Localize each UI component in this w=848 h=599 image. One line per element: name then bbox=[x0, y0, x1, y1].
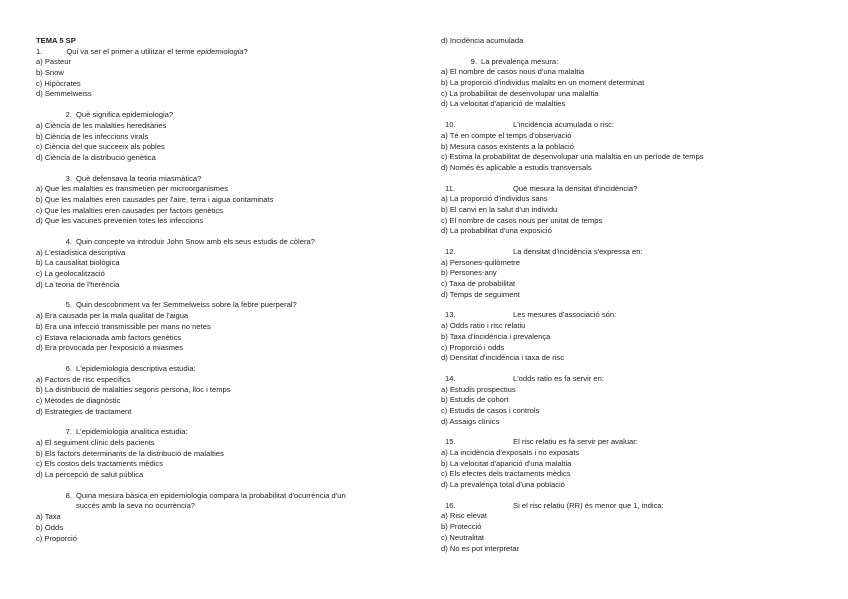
option: b) El canvi en la salut d'un individu bbox=[441, 204, 558, 214]
option: d) Semmelweiss bbox=[36, 89, 92, 99]
option: a) Persones-quilòmetre bbox=[441, 257, 520, 267]
option: c) Hipòcrates bbox=[36, 78, 81, 88]
option: d) La percepció de salut pública bbox=[36, 470, 144, 480]
option: a) Odds ratio i risc relatiu bbox=[441, 321, 526, 331]
option: b) Els factors determinants de la distribució de malalties bbox=[36, 448, 224, 458]
option: d) La probabilitat d'una exposició bbox=[441, 226, 552, 236]
option: b) Ciència de les infeccions virals bbox=[36, 131, 149, 141]
question-number: 6. bbox=[65, 363, 72, 373]
option: d) Només és aplicable a estudis transversals bbox=[441, 162, 592, 172]
question-text: L'epidemiologia descriptiva estudia: bbox=[76, 363, 196, 373]
question-11 bbox=[441, 184, 841, 195]
question-number: 7. bbox=[65, 427, 72, 437]
option: a) Estudis prospectius bbox=[441, 384, 516, 394]
option: d) La velocitat d'aparició de malalties bbox=[441, 99, 566, 109]
option: b) Mesura casos existents a la població bbox=[441, 141, 574, 151]
option: a) Taxa bbox=[36, 512, 61, 522]
option: c) Que les malalties eren causades per factors genètics bbox=[36, 205, 223, 215]
question-9 bbox=[441, 57, 841, 68]
question-number: 1. bbox=[36, 46, 43, 56]
option: d) Que les vacunes prevenien totes les infeccions bbox=[36, 216, 204, 226]
question-8-continuation bbox=[36, 501, 436, 512]
question-text: L'incidència acumulada o risc: bbox=[513, 120, 615, 130]
option: d) Temps de seguiment bbox=[441, 289, 520, 299]
question-text: El risc relatiu es fa servir per avaluar: bbox=[513, 437, 638, 447]
question-text: succés amb la seva no ocurrència? bbox=[76, 501, 196, 511]
question-1 bbox=[36, 47, 436, 58]
option: c) La geolocalització bbox=[36, 269, 105, 279]
question-10 bbox=[441, 120, 841, 131]
question-text: L'odds ratio es fa servir en: bbox=[513, 373, 604, 383]
option: a) La incidència d'exposats i no exposats bbox=[441, 448, 580, 457]
question-number: 12. bbox=[445, 247, 456, 256]
option: a) La proporció d'individus sans bbox=[441, 194, 548, 204]
option: c) Proporció i odds bbox=[441, 342, 505, 352]
question-text: Si el risc relatiu (RR) és menor que 1, indica: bbox=[513, 500, 664, 510]
question-number: 11. bbox=[445, 183, 455, 193]
option: c) Estava relacionada amb factors genètics bbox=[36, 332, 182, 342]
option: c) Taxa de probabilitat bbox=[441, 279, 516, 289]
option: a) Que les malalties es transmetien per microorganismes bbox=[36, 184, 229, 194]
option: c) Neutralitat bbox=[441, 532, 485, 542]
option: a) Ciència de les malalties hereditàries bbox=[36, 120, 167, 130]
question-2 bbox=[36, 110, 436, 121]
option: d) No es pot interpretar bbox=[441, 543, 520, 553]
question-5 bbox=[36, 300, 436, 311]
option: a) El nombre de casos nous d'una malaltia bbox=[441, 67, 585, 77]
option: c) Els costos dels tractaments mèdics bbox=[36, 459, 164, 469]
option: c) Ciència del que succeeix als pobles bbox=[36, 142, 165, 152]
option: b) Era una infecció transmissible per mans no netes bbox=[36, 321, 211, 331]
option: b) Snow bbox=[36, 68, 64, 78]
question-text: La prevalença mesura: bbox=[481, 56, 559, 66]
question-text: Què significa epidemiologia? bbox=[76, 110, 174, 120]
question-number: 14. bbox=[445, 373, 456, 383]
question-text: Qui va ser el primer a utilitzar el terme epidemiologia? bbox=[66, 46, 248, 56]
option: b) La proporció d'individus malalts en un moment determinat bbox=[441, 78, 645, 88]
option: c) Mètodes de diagnòstic bbox=[36, 395, 121, 405]
question-7 bbox=[36, 427, 436, 438]
option: a) Té en compte el temps d'observació bbox=[441, 130, 572, 140]
question-8 bbox=[36, 491, 436, 502]
option: a) Era causada per la mala qualitat de l'aigua bbox=[36, 311, 189, 321]
question-14 bbox=[441, 374, 841, 385]
question-number: 5. bbox=[65, 300, 72, 310]
option: d) La prevalença total d'una població bbox=[441, 480, 565, 490]
option: a) Risc elevat bbox=[441, 511, 488, 521]
question-text: Quina mesura bàsica en epidemiologia compara la probabilitat d'ocurrència d'un bbox=[76, 490, 346, 500]
option: b) Estudis de cohort bbox=[441, 395, 509, 405]
option: c) Estudis de casos i controls bbox=[441, 405, 540, 415]
option: d) Incidència acumulada bbox=[441, 36, 524, 45]
option: d) Ciència de la distribució genètica bbox=[36, 152, 156, 162]
option: b) La velocitat d'aparició d'una malaltia bbox=[441, 458, 572, 468]
question-16 bbox=[441, 501, 841, 512]
question-text: L'epidemiologia analítica estudia: bbox=[76, 427, 188, 437]
question-13 bbox=[441, 310, 841, 321]
option: b) La causalitat biològica bbox=[36, 258, 120, 268]
option: c) La probabilitat de desenvolupar una malaltia bbox=[441, 88, 599, 98]
option: b) Persones-any bbox=[441, 268, 497, 278]
question-text: Què defensava la teoria miasmàtica? bbox=[76, 173, 202, 183]
option: c) Els efectes dels tractaments mèdics bbox=[441, 469, 571, 479]
left-column bbox=[36, 0, 436, 544]
question-12 bbox=[441, 247, 841, 258]
question-number: 4. bbox=[65, 237, 72, 246]
question-6 bbox=[36, 364, 436, 375]
page-title: TEMA 5 SP bbox=[36, 36, 76, 45]
option: d) Estratègies de tractament bbox=[36, 406, 132, 416]
question-number: 13. bbox=[445, 310, 456, 320]
option: b) Taxa d'incidència i prevalença bbox=[441, 331, 551, 341]
option: d) Era provocada per l'exposició a miasmes bbox=[36, 343, 184, 353]
option: c) Proporció bbox=[36, 533, 77, 543]
option: a) Pasteur bbox=[36, 57, 72, 67]
question-text: Quin concepte va introduir John Snow amb els seus estudis de còlera? bbox=[76, 237, 315, 246]
question-text: Quin descobriment va fer Semmelweiss sobre la febre puerperal? bbox=[76, 300, 297, 310]
question-text: La densitat d'incidència s'expressa en: bbox=[513, 247, 643, 256]
question-3 bbox=[36, 174, 436, 185]
option: b) Protecció bbox=[441, 522, 482, 532]
option: c) El nombre de casos nous per unitat de temps bbox=[441, 215, 603, 225]
question-number: 3. bbox=[65, 173, 72, 183]
question-15 bbox=[441, 437, 841, 448]
option: a) Factors de risc específics bbox=[36, 374, 131, 384]
right-column bbox=[441, 0, 841, 554]
option: d) Densitat d'incidència i taxa de risc bbox=[441, 353, 565, 363]
option: b) Que les malalties eren causades per l'aire, terra i aigua contaminats bbox=[36, 194, 274, 204]
option: d) Assaigs clínics bbox=[441, 416, 500, 426]
question-number: 8. bbox=[65, 490, 72, 500]
option: a) El seguiment clínic dels pacients bbox=[36, 438, 155, 447]
option: d) La teoria de l'herència bbox=[36, 279, 120, 289]
question-number: 2. bbox=[65, 110, 72, 120]
question-number: 16. bbox=[445, 500, 456, 510]
question-text: Les mesures d'associació són: bbox=[513, 310, 617, 320]
question-4 bbox=[36, 237, 436, 248]
option: b) La distribució de malalties segons persona, lloc i temps bbox=[36, 385, 231, 395]
question-number: 9. bbox=[470, 56, 477, 66]
question-number: 10. bbox=[445, 120, 456, 130]
option: c) Estima la probabilitat de desenvolupar una malaltia en un període de temps bbox=[441, 152, 704, 162]
option: b) Odds bbox=[36, 522, 64, 532]
question-number: 15. bbox=[445, 437, 456, 447]
option: a) L'estadística descriptiva bbox=[36, 247, 126, 257]
question-text: Què mesura la densitat d'incidència? bbox=[513, 183, 638, 193]
